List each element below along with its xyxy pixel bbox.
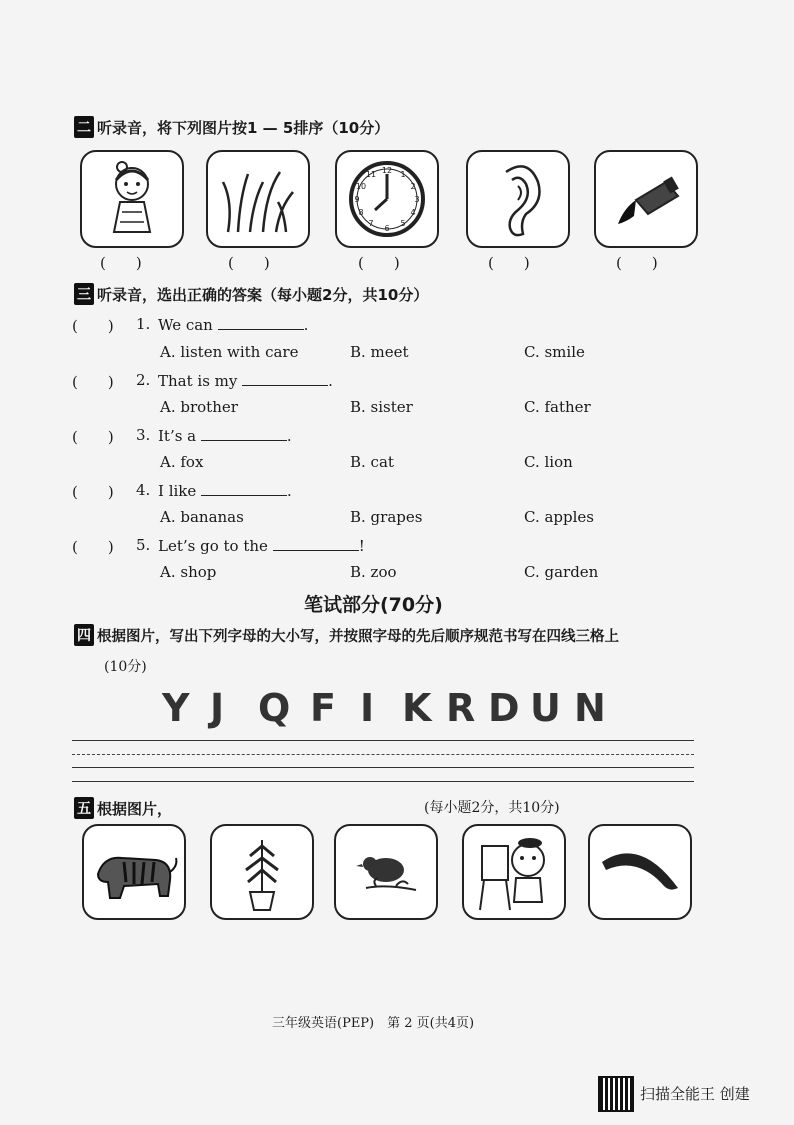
writing-line-2 (72, 754, 694, 755)
option-b: B. meet (350, 343, 409, 361)
answer-paren[interactable]: ( ) (72, 483, 114, 501)
letter-n: N (574, 686, 606, 730)
section5-heading (74, 797, 172, 819)
question-number: 4. (136, 481, 151, 499)
question-number: 5. (136, 536, 151, 554)
letter-d: D (488, 686, 520, 730)
svg-text:9: 9 (354, 195, 360, 204)
section4-score: (10分) (104, 659, 147, 675)
section3-number: 三 (74, 283, 94, 305)
section3-heading (74, 283, 428, 305)
option-b: B. grapes (350, 508, 423, 526)
answer-blank[interactable] (273, 536, 359, 551)
svg-text:6: 6 (384, 224, 390, 233)
scanner-watermark: 扫描全能王 创建 (640, 1085, 750, 1103)
girl-picture (80, 150, 184, 248)
option-b: B. zoo (350, 563, 397, 581)
question-stem: Let’s go to the ! (158, 537, 365, 555)
paint-tube-icon (596, 152, 696, 246)
section2-answer-1[interactable]: ( ) (100, 254, 142, 272)
option-b: B. sister (350, 398, 413, 416)
section2-answer-5[interactable]: ( ) (616, 254, 658, 272)
answer-paren[interactable]: ( ) (72, 538, 114, 556)
section5-score: (每小题2分，共10分) (424, 800, 560, 816)
svg-text:2: 2 (410, 182, 416, 191)
section2-number: 二 (74, 116, 94, 138)
letter-f: F (310, 686, 336, 730)
question-number: 2. (136, 371, 151, 389)
letter-u: U (530, 686, 561, 730)
svg-text:3: 3 (414, 195, 420, 204)
tiger-icon (84, 826, 184, 918)
question-stem: We can . (158, 316, 309, 334)
option-a: A. shop (160, 563, 217, 581)
svg-text:12: 12 (381, 166, 393, 175)
letter-y: Y (162, 686, 190, 730)
answer-blank[interactable] (201, 426, 287, 441)
section2-title: 听录音，将下列图片按1 — 5排序（10分） (97, 118, 390, 137)
svg-text:11: 11 (365, 170, 377, 179)
answer-paren[interactable]: ( ) (72, 317, 114, 335)
question-stem: I like . (158, 482, 292, 500)
section2-answer-3[interactable]: ( ) (358, 254, 400, 272)
answer-blank[interactable] (201, 481, 287, 496)
letter-j: J (210, 686, 225, 730)
option-a: A. listen with care (160, 343, 299, 361)
tiger-picture (82, 824, 186, 920)
written-part-title: 笔试部分(70分) (304, 594, 443, 616)
letter-i: I (360, 686, 375, 730)
bird-icon (336, 826, 436, 918)
svg-text:1: 1 (400, 170, 406, 179)
potted-plant-picture (210, 824, 314, 920)
svg-text:4: 4 (410, 208, 416, 217)
grass-picture (206, 150, 310, 248)
option-c: C. garden (524, 563, 599, 581)
potted-plant-icon (212, 826, 312, 918)
letter-k: K (402, 686, 432, 730)
qr-code-icon (598, 1076, 634, 1112)
clock-icon (337, 152, 437, 246)
option-b: B. cat (350, 453, 394, 471)
svg-text:7: 7 (368, 219, 374, 228)
option-c: C. apples (524, 508, 594, 526)
paint-tube-picture (594, 150, 698, 248)
banana-icon (590, 826, 690, 918)
question-stem: That is my . (158, 372, 333, 390)
section5-number: 五 (74, 797, 94, 819)
option-c: C. smile (524, 343, 585, 361)
question-number: 3. (136, 426, 151, 444)
section4-title: 根据图片，写出下列字母的大小写，并按照字母的先后顺序规范书写在四线三格上 (97, 628, 619, 645)
option-a: A. bananas (160, 508, 244, 526)
ear-icon (468, 152, 568, 246)
writing-line-3 (72, 767, 694, 768)
answer-paren[interactable]: ( ) (72, 373, 114, 391)
painter-picture (462, 824, 566, 920)
answer-blank[interactable] (218, 315, 304, 330)
section2-answer-4[interactable]: ( ) (488, 254, 530, 272)
option-c: C. father (524, 398, 591, 416)
section2-answer-2[interactable]: ( ) (228, 254, 270, 272)
clock-picture (335, 150, 439, 248)
svg-text:5: 5 (400, 219, 406, 228)
option-a: A. brother (160, 398, 238, 416)
option-a: A. fox (160, 453, 204, 471)
writing-line-1 (72, 740, 694, 741)
letter-q: Q (258, 686, 291, 730)
painter-icon (464, 826, 564, 918)
section5-title: 根据图片， (97, 799, 173, 818)
bird-picture (334, 824, 438, 920)
writing-line-4 (72, 781, 694, 782)
answer-paren[interactable]: ( ) (72, 428, 114, 446)
letter-r: R (446, 686, 476, 730)
page-footer: 三年级英语(PEP) 第 2 页(共4页) (272, 1016, 475, 1031)
banana-picture (588, 824, 692, 920)
svg-text:8: 8 (358, 208, 364, 217)
section3-title: 听录音，选出正确的答案（每小题2分，共10分） (97, 285, 429, 304)
question-stem: It’s a . (158, 427, 292, 445)
question-number: 1. (136, 315, 151, 333)
girl-icon (82, 152, 182, 246)
option-c: C. lion (524, 453, 573, 471)
section4-heading (74, 624, 619, 646)
grass-icon (208, 152, 308, 246)
ear-picture (466, 150, 570, 248)
svg-text:10: 10 (355, 182, 367, 191)
section2-heading (74, 116, 389, 138)
section4-number: 四 (74, 624, 94, 646)
answer-blank[interactable] (242, 371, 328, 386)
